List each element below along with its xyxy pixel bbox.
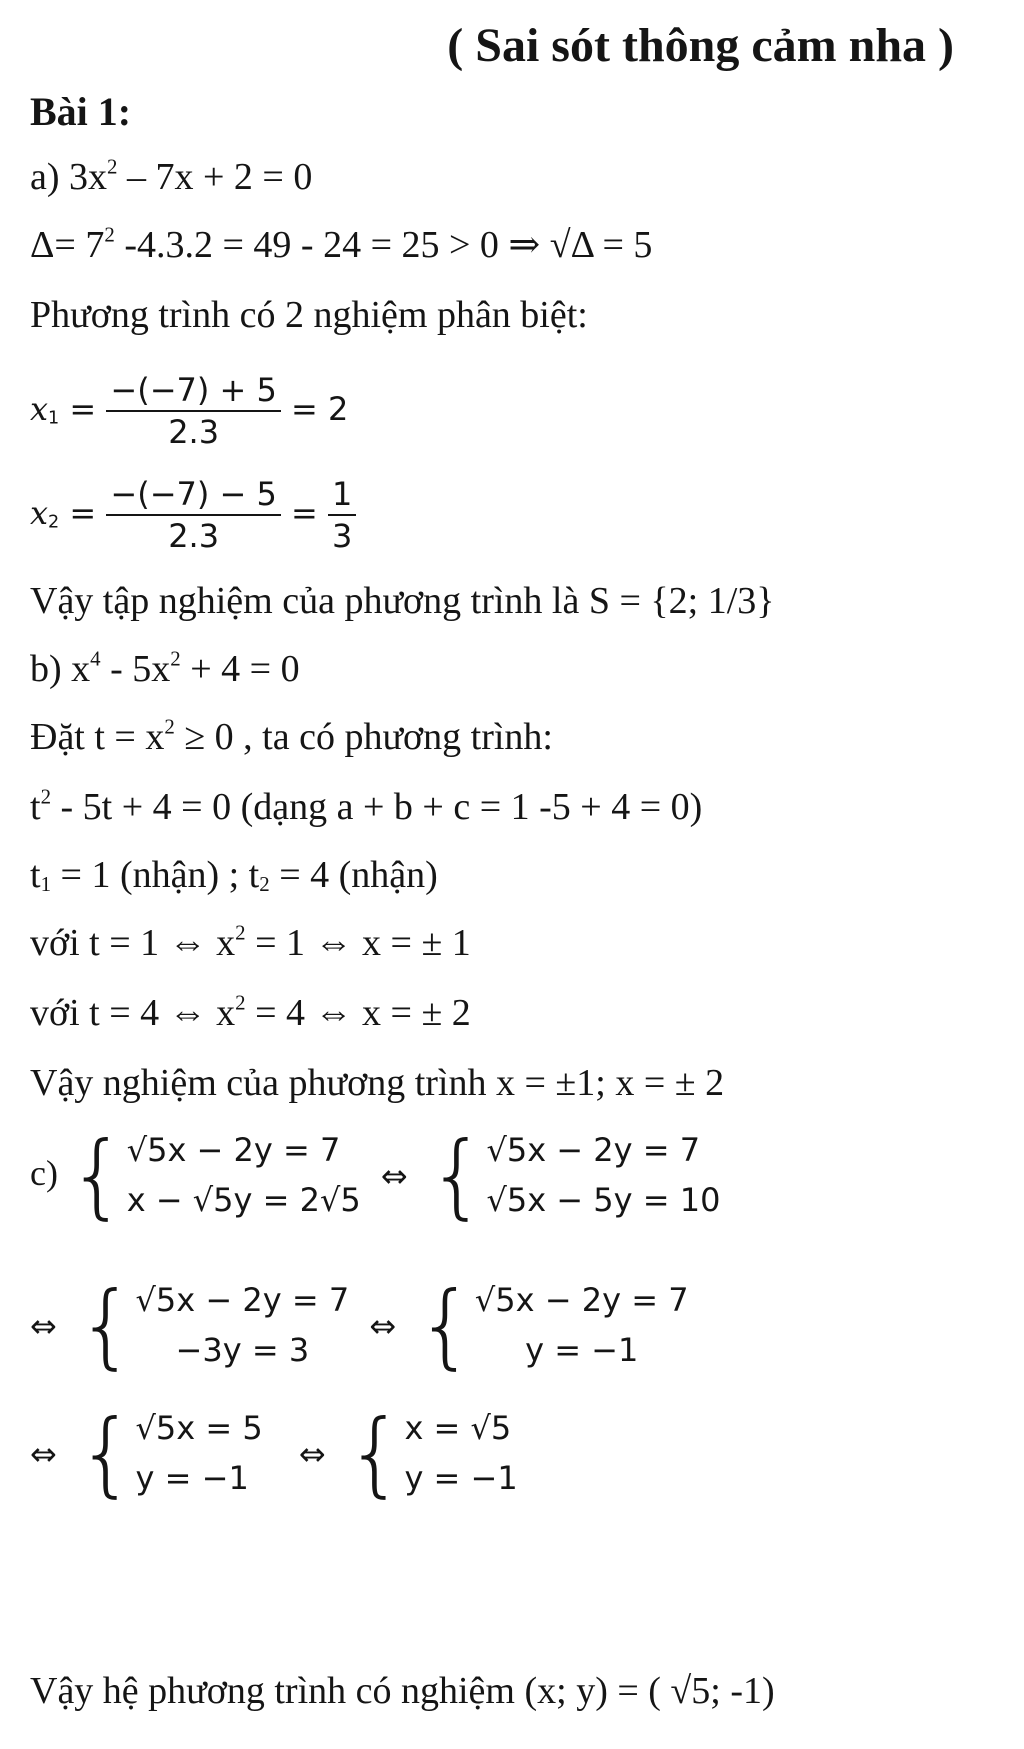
brace-icon: {	[76, 1400, 136, 1507]
x2-denominator: 2.3	[168, 517, 220, 555]
t-roots-mid: = 1 (nhận) ; t	[51, 854, 260, 896]
brace-icon: {	[345, 1400, 405, 1507]
system-1-rows	[127, 1130, 361, 1222]
system-2-rows	[486, 1130, 720, 1222]
sub-exp: 2	[164, 714, 175, 739]
x1-subscript: 1	[48, 408, 60, 429]
case-t1	[30, 920, 471, 964]
delta-text: Δ= 7	[30, 224, 105, 266]
t-roots	[30, 854, 438, 897]
system-5-row-1: √5x = 5	[135, 1409, 263, 1447]
x1-denominator: 2.3	[168, 413, 220, 451]
system-4-rows	[475, 1280, 689, 1372]
case-t2	[30, 990, 471, 1034]
equation-b	[30, 646, 300, 690]
system-1-row-2: x − √5y = 2√5	[126, 1181, 361, 1220]
equation-a-exponent: 2	[107, 154, 118, 179]
system-2	[427, 1122, 721, 1229]
x2-subscript: 2	[48, 512, 60, 533]
system-4	[416, 1272, 689, 1379]
system-6-row-2: y = −1	[404, 1459, 518, 1498]
system-3	[76, 1272, 350, 1379]
equals-sign: =	[291, 494, 318, 532]
system-4-row-2: y = −1	[525, 1331, 639, 1370]
root-x1	[30, 371, 349, 451]
brace-icon: {	[76, 1272, 136, 1379]
system-1-row-1: √5x − 2y = 7	[126, 1131, 341, 1169]
x1-fraction	[106, 371, 280, 451]
system-3-row-1: √5x − 2y = 7	[135, 1281, 350, 1319]
equals-sign: =	[69, 494, 97, 532]
equivalence-arrow: ⇔	[369, 1307, 397, 1345]
root-x2	[30, 475, 356, 555]
case1-exp: 2	[235, 920, 246, 945]
x2-result-denominator: 3	[332, 517, 353, 555]
equivalence-arrow: ⇔	[298, 1435, 326, 1473]
eq-b-part3: + 4 = 0	[180, 648, 300, 690]
brace-icon: {	[68, 1122, 127, 1229]
brace-icon: {	[416, 1272, 475, 1379]
system-5-rows	[136, 1408, 263, 1500]
equation-a-text: a) 3x	[30, 156, 108, 198]
case2-part2: = 4 ⇔ x = ± 2	[245, 992, 471, 1034]
delta-rest: -4.3.2 = 49 - 24 = 25 > 0 ⇒ √Δ = 5	[114, 224, 653, 266]
system-3-row-2: −3y = 3	[175, 1331, 310, 1370]
delta-line	[30, 222, 653, 266]
sub-part1: Đặt t = x	[30, 716, 165, 758]
x2-fraction	[106, 475, 280, 555]
system-line-2	[30, 1272, 689, 1379]
eq-b-exp1: 4	[90, 646, 101, 671]
eq-b-part2: - 5x	[100, 648, 171, 690]
system-5	[76, 1400, 263, 1507]
t1-sub: 1	[40, 872, 52, 897]
page-title: ( Sai sót thông cảm nha )	[447, 19, 954, 72]
equivalence-arrow: ⇔	[30, 1435, 57, 1473]
equivalence-arrow: ⇔	[380, 1157, 408, 1195]
conclusion-c: Vậy hệ phương trình có nghiệm (x; y) = ( √5; -1)	[30, 1670, 775, 1712]
brace-icon: {	[427, 1122, 487, 1229]
equation-a	[30, 154, 313, 198]
eq-b-exp2: 2	[170, 646, 181, 671]
case2-exp: 2	[235, 990, 246, 1015]
x1-variable: x	[30, 390, 49, 428]
equation-a-rest: – 7x + 2 = 0	[117, 156, 313, 198]
system-2-row-1: √5x − 2y = 7	[486, 1131, 701, 1169]
case1-part2: = 1 ⇔ x = ± 1	[245, 922, 471, 964]
t2-sub: 2	[259, 872, 270, 897]
substitution-line	[30, 714, 553, 758]
t-var: t	[30, 786, 41, 828]
t-exp: 2	[40, 784, 52, 809]
delta-exponent: 2	[104, 222, 115, 247]
system-line-1	[30, 1122, 721, 1229]
eq-b-part1: b) x	[30, 648, 91, 690]
x1-result: = 2	[291, 390, 349, 428]
x2-result-fraction	[328, 475, 356, 555]
x2-result-numerator: 1	[328, 478, 356, 516]
roots-intro: Phương trình có 2 nghiệm phân biệt:	[30, 294, 588, 336]
t1-var: t	[30, 854, 41, 896]
x2-numerator: −(−7) − 5	[106, 478, 280, 516]
t-roots-end: = 4 (nhận)	[269, 854, 438, 896]
case1-part1: với t = 1 ⇔ x	[30, 922, 236, 964]
equivalence-arrow: ⇔	[30, 1307, 57, 1345]
system-3-rows	[136, 1280, 350, 1372]
conclusion-b: Vậy nghiệm của phương trình x = ±1; x = ± 2	[30, 1062, 725, 1104]
system-6-row-1: x = √5	[404, 1409, 512, 1447]
system-4-row-1: √5x − 2y = 7	[474, 1281, 689, 1319]
system-6	[345, 1400, 518, 1507]
conclusion-a: Vậy tập nghiệm của phương trình là S = {2; 1/3}	[30, 580, 775, 622]
equals-sign: =	[69, 390, 97, 428]
t-rest: - 5t + 4 = 0 (dạng a + b + c = 1 -5 + 4 = 0)	[51, 786, 703, 828]
case2-part1: với t = 4 ⇔ x	[30, 992, 236, 1034]
system-2-row-2: √5x − 5y = 10	[486, 1181, 721, 1220]
system-6-rows	[404, 1408, 517, 1500]
part-c-label: c)	[30, 1153, 58, 1193]
x2-variable: x	[30, 494, 49, 532]
system-5-row-2: y = −1	[135, 1459, 249, 1498]
sub-part2: ≥ 0 , ta có phương trình:	[174, 716, 553, 758]
t-equation	[30, 784, 703, 828]
system-line-3	[30, 1400, 518, 1507]
x1-numerator: −(−7) + 5	[106, 374, 280, 412]
system-1	[68, 1122, 361, 1229]
exercise-label: Bài 1:	[30, 89, 132, 134]
